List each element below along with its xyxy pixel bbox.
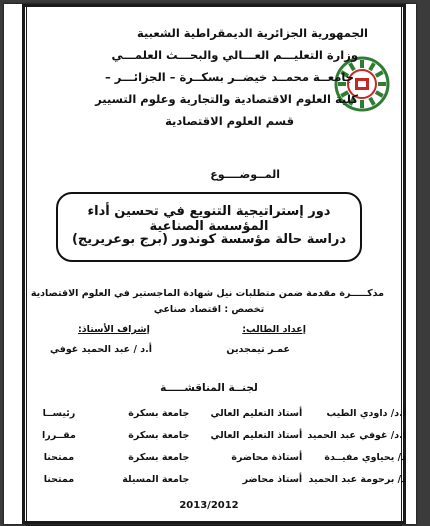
member-role: رئيســا bbox=[42, 407, 76, 419]
committee-row bbox=[12, 402, 408, 424]
supervisor-label: إشراف الأستاذ: bbox=[78, 324, 150, 335]
member-rank: أستاذة محاضرة bbox=[231, 451, 303, 463]
thesis-title-line1: دور إستراتيجية التنويع في تحسين أداء المؤسسة الصناعية bbox=[87, 204, 331, 234]
member-name: د/ برحومة عبد الحميد bbox=[308, 473, 406, 485]
header-republic: الجمهورية الجزائرية الديمقراطية الشعبية bbox=[136, 26, 368, 40]
supervisor-name: أ.د / عبد الحميد غوفي bbox=[50, 344, 152, 355]
committee-table bbox=[12, 402, 408, 490]
member-name: د/ يحياوي مفيــدة bbox=[324, 451, 406, 463]
memo-purpose: مذكـــــرة مقدمة ضمن متطلبات نيل شهادة الماجستير في العلوم الاقتصادية bbox=[30, 288, 384, 299]
member-university: جامعة بسكرة bbox=[128, 451, 190, 463]
member-rank: أستاذ التعليم العالي bbox=[210, 407, 303, 419]
committee-row bbox=[12, 468, 408, 490]
member-rank: أستاذ محاضر bbox=[242, 473, 303, 485]
committee-row bbox=[12, 446, 408, 468]
subject-label: المــوضــــوع bbox=[210, 168, 280, 181]
member-university: جامعة بسكرة bbox=[128, 429, 190, 441]
member-university: جامعة المسيلة bbox=[122, 473, 190, 485]
header-department: قسم العلوم الاقتصادية bbox=[165, 114, 294, 128]
member-role: ممتحنا bbox=[43, 451, 75, 463]
header-university: جامعــة محمــد خيضــر بسكــرة – الجزائـــر – bbox=[105, 70, 354, 84]
academic-year: 2013/2012 bbox=[179, 500, 239, 511]
student-name: عمـر تيمجدين bbox=[226, 344, 290, 355]
thesis-title-line2: دراسة حالة مؤسسة كوندور (برج بوعريريج) bbox=[71, 232, 347, 247]
member-name: أ.د/ غوفي عبد الحميد bbox=[307, 429, 406, 441]
committee-row bbox=[12, 424, 408, 446]
document-page bbox=[4, 4, 416, 524]
thesis-title-box bbox=[56, 192, 362, 262]
header-ministry: وزارة التعليـــم العـــالي والبحـــث العلمـــي bbox=[111, 48, 358, 62]
member-name: أ.د/ داودي الطيب bbox=[326, 407, 406, 419]
student-label: إعداد الطالب: bbox=[242, 324, 306, 335]
member-role: ممتحنا bbox=[43, 473, 75, 485]
committee-heading: لجنــة المناقشـــــة bbox=[160, 382, 258, 394]
member-university: جامعة بسكرة bbox=[128, 407, 190, 419]
member-role: مقــررا bbox=[42, 429, 76, 441]
header-faculty: كلية العلوم الاقتصادية والتجارية وعلوم التسيير bbox=[95, 92, 358, 106]
memo-specialization: تخصص : اقتصاد صناعي bbox=[153, 304, 265, 315]
member-rank: أستاذ التعليم العالي bbox=[210, 429, 303, 441]
